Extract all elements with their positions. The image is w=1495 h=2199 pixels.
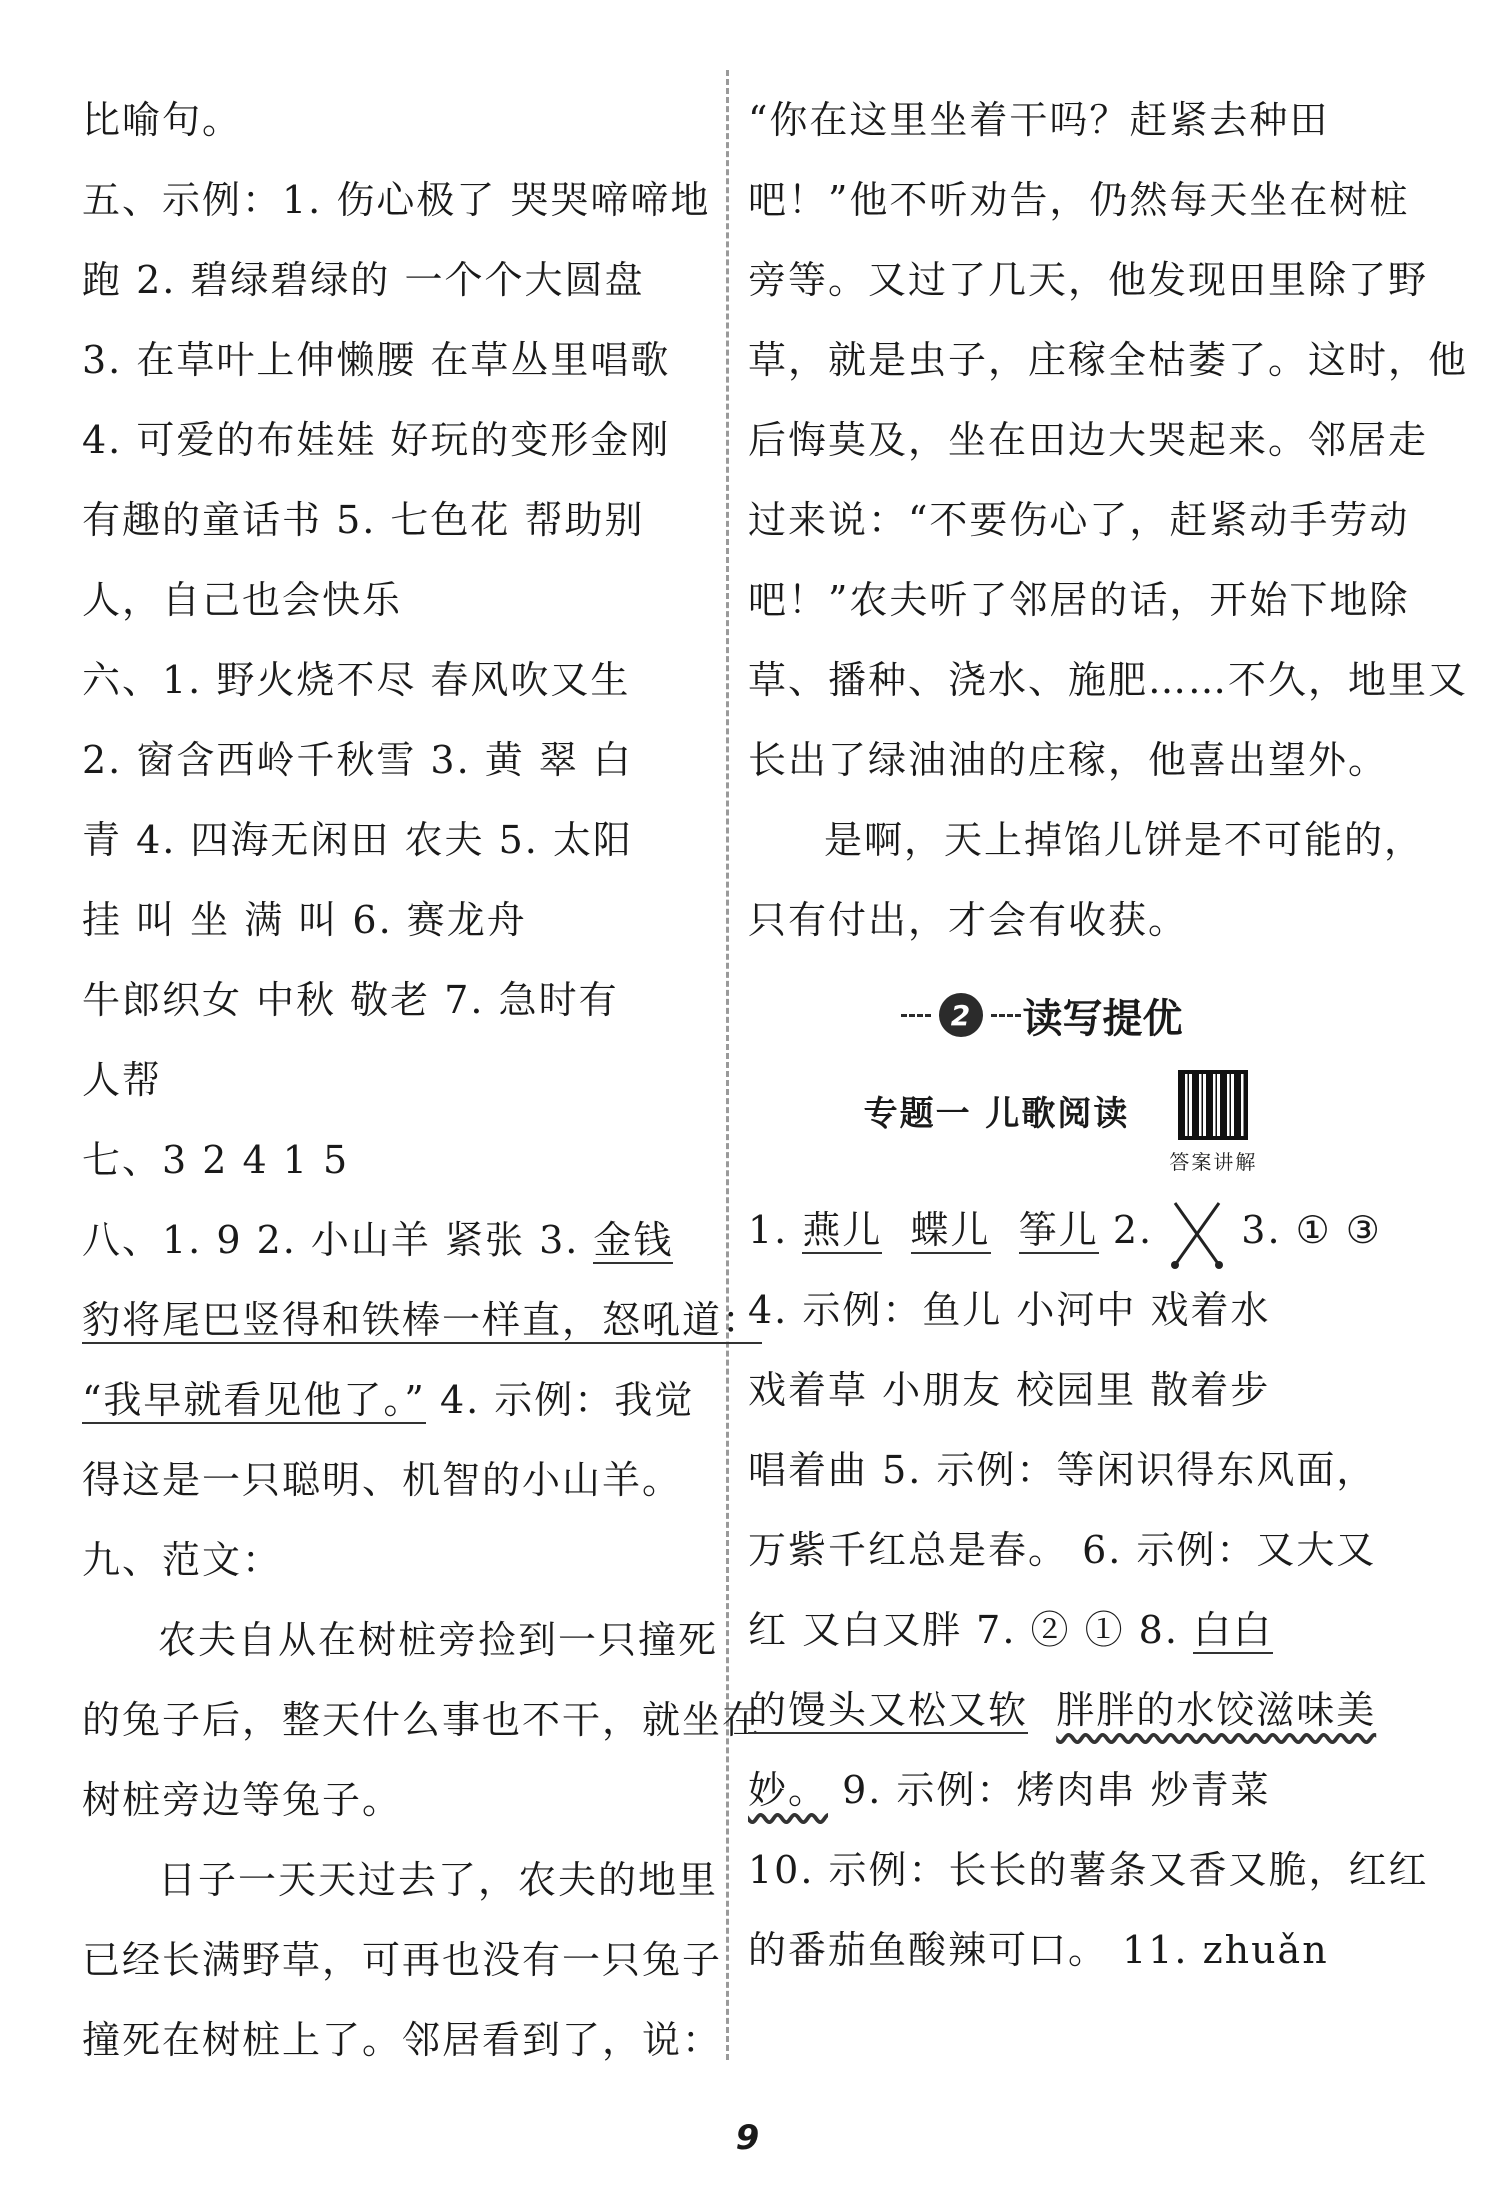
section-banner: [748, 960, 1373, 1070]
answer-line: [748, 1670, 1377, 1750]
essay-line: 过来说：“不要伤心了，赶紧动手劳动: [748, 498, 1410, 542]
underlined-answer: 筝儿: [1018, 1208, 1099, 1252]
essay-line: 后悔莫及，坐在田边大哭起来。邻居走: [748, 418, 1429, 462]
answer-text: 4. 示例：我觉: [425, 1378, 695, 1422]
section-title: 读写提优: [1022, 995, 1183, 1042]
answer-text: 1.: [748, 1208, 803, 1252]
text-line: 九、范文：: [82, 1538, 283, 1582]
essay-line: 的兔子后，整天什么事也不干，就坐在: [82, 1698, 763, 1742]
topic-title: 专题一 儿歌阅读: [863, 1094, 1130, 1134]
answer-line: 万紫千红总是春。 6. 示例：又大又: [748, 1528, 1377, 1572]
answer-text: 红 又白又胖 7. ② ① 8.: [748, 1608, 1193, 1652]
text-line: 牛郎织女 中秋 敬老 7. 急时有: [82, 978, 619, 1022]
answer-text: 3. ① ③: [1241, 1208, 1382, 1252]
answer-line: 戏着草 小朋友 校园里 散着步: [748, 1368, 1271, 1412]
answer-line: 的番茄鱼酸辣可口。 11. zhuǎn: [748, 1928, 1329, 1972]
essay-line: 树桩旁边等兔子。: [82, 1778, 403, 1822]
text-line: 2. 窗含西岭千秋雪 3. 黄 翠 白: [82, 738, 633, 782]
text-line: 七、3 2 4 1 5: [82, 1138, 350, 1182]
text-line: 人帮: [82, 1058, 163, 1102]
text-line: 比喻句。: [82, 98, 243, 142]
underlined-answer: 燕儿: [802, 1208, 883, 1252]
essay-line: 撞死在树桩上了。邻居看到了，说：: [82, 2018, 723, 2062]
qr-block: [1169, 1070, 1257, 1175]
text-line: 挂 叫 坐 满 叫 6. 赛龙舟: [82, 898, 527, 942]
text-line: [82, 1280, 763, 1360]
qr-code-icon: [1178, 1070, 1248, 1140]
essay-line: 吧！”农夫听了邻居的话，开始下地除: [748, 578, 1410, 622]
underlined-answer: 金钱: [593, 1218, 674, 1262]
essay-line: 吧！”他不听劝告，仍然每天坐在树桩: [748, 178, 1410, 222]
answer-line: [748, 1750, 1373, 1830]
text-line: [82, 1360, 707, 1440]
column-divider: [726, 70, 729, 2060]
text-line: 3. 在草叶上伸懒腰 在草丛里唱歌: [82, 338, 671, 382]
essay-line: 旁等。又过了几天，他发现田里除了野: [748, 258, 1429, 302]
right-column: [748, 80, 1469, 1990]
wavy-underlined-answer: 胖胖的水饺滋味美: [1056, 1688, 1377, 1732]
underlined-answer: 豹将尾巴竖得和铁棒一样直，怒吼道：: [82, 1298, 763, 1342]
underlined-answer: 的馒头又松又软: [748, 1688, 1029, 1732]
essay-line: 长出了绿油油的庄稼，他喜出望外。: [748, 738, 1389, 782]
text-line: 4. 可爱的布娃娃 好玩的变形金刚: [82, 418, 671, 462]
left-column: [82, 80, 763, 2080]
answer-line: [748, 1590, 1373, 1670]
text-line: 人，自己也会快乐: [82, 578, 403, 622]
underlined-answer: 白白: [1193, 1608, 1274, 1652]
answer-text: 八、1. 9 2. 小山羊 紧张 3.: [82, 1218, 594, 1262]
matching-cross-icon: [1167, 1197, 1227, 1271]
qr-label: 答案讲解: [1169, 1150, 1258, 1174]
section-number-badge: 2: [939, 993, 983, 1037]
essay-line: 农夫自从在树桩旁捡到一只撞死: [158, 1618, 719, 1662]
essay-line: 只有付出，才会有收获。: [748, 898, 1189, 942]
text-line: 有趣的童话书 5. 七色花 帮助别: [82, 498, 645, 542]
answer-line: [748, 1190, 1382, 1270]
topic-header: [748, 1070, 1373, 1190]
page-number: 9: [735, 2118, 760, 2158]
text-line: 得这是一只聪明、机智的小山羊。: [82, 1458, 683, 1502]
underlined-answer: “我早就看见他了。”: [82, 1378, 426, 1422]
essay-line: 日子一天天过去了，农夫的地里: [158, 1858, 719, 1902]
essay-line: 草、播种、浇水、施肥……不久，地里又: [748, 658, 1469, 702]
wavy-underlined-answer: 妙。: [748, 1768, 829, 1812]
text-line: 五、示例：1. 伤心极了 哭哭啼啼地: [82, 178, 711, 222]
essay-line: 是啊，天上掉馅儿饼是不可能的，: [824, 818, 1425, 862]
text-line: 跑 2. 碧绿碧绿的 一个个大圆盘: [82, 258, 645, 302]
answer-text: 9. 示例：烤肉串 炒青菜: [828, 1768, 1271, 1812]
essay-line: 草，就是虫子，庄稼全枯萎了。这时，他: [748, 338, 1469, 382]
answer-line: 唱着曲 5. 示例：等闲识得东风面，: [748, 1448, 1377, 1492]
text-line: 六、1. 野火烧不尽 春风吹又生: [82, 658, 631, 702]
text-line: 青 4. 四海无闲田 农夫 5. 太阳: [82, 818, 633, 862]
text-line: [82, 1200, 707, 1280]
answer-text: 2.: [1098, 1208, 1154, 1252]
essay-line: 已经长满野草，可再也没有一只兔子: [82, 1938, 723, 1982]
essay-line: “你在这里坐着干吗？赶紧去种田: [748, 98, 1330, 142]
answer-line: 10. 示例：长长的薯条又香又脆，红红: [748, 1848, 1429, 1892]
underlined-answer: 蝶儿: [910, 1208, 991, 1252]
answer-line: 4. 示例：鱼儿 小河中 戏着水: [748, 1288, 1271, 1332]
